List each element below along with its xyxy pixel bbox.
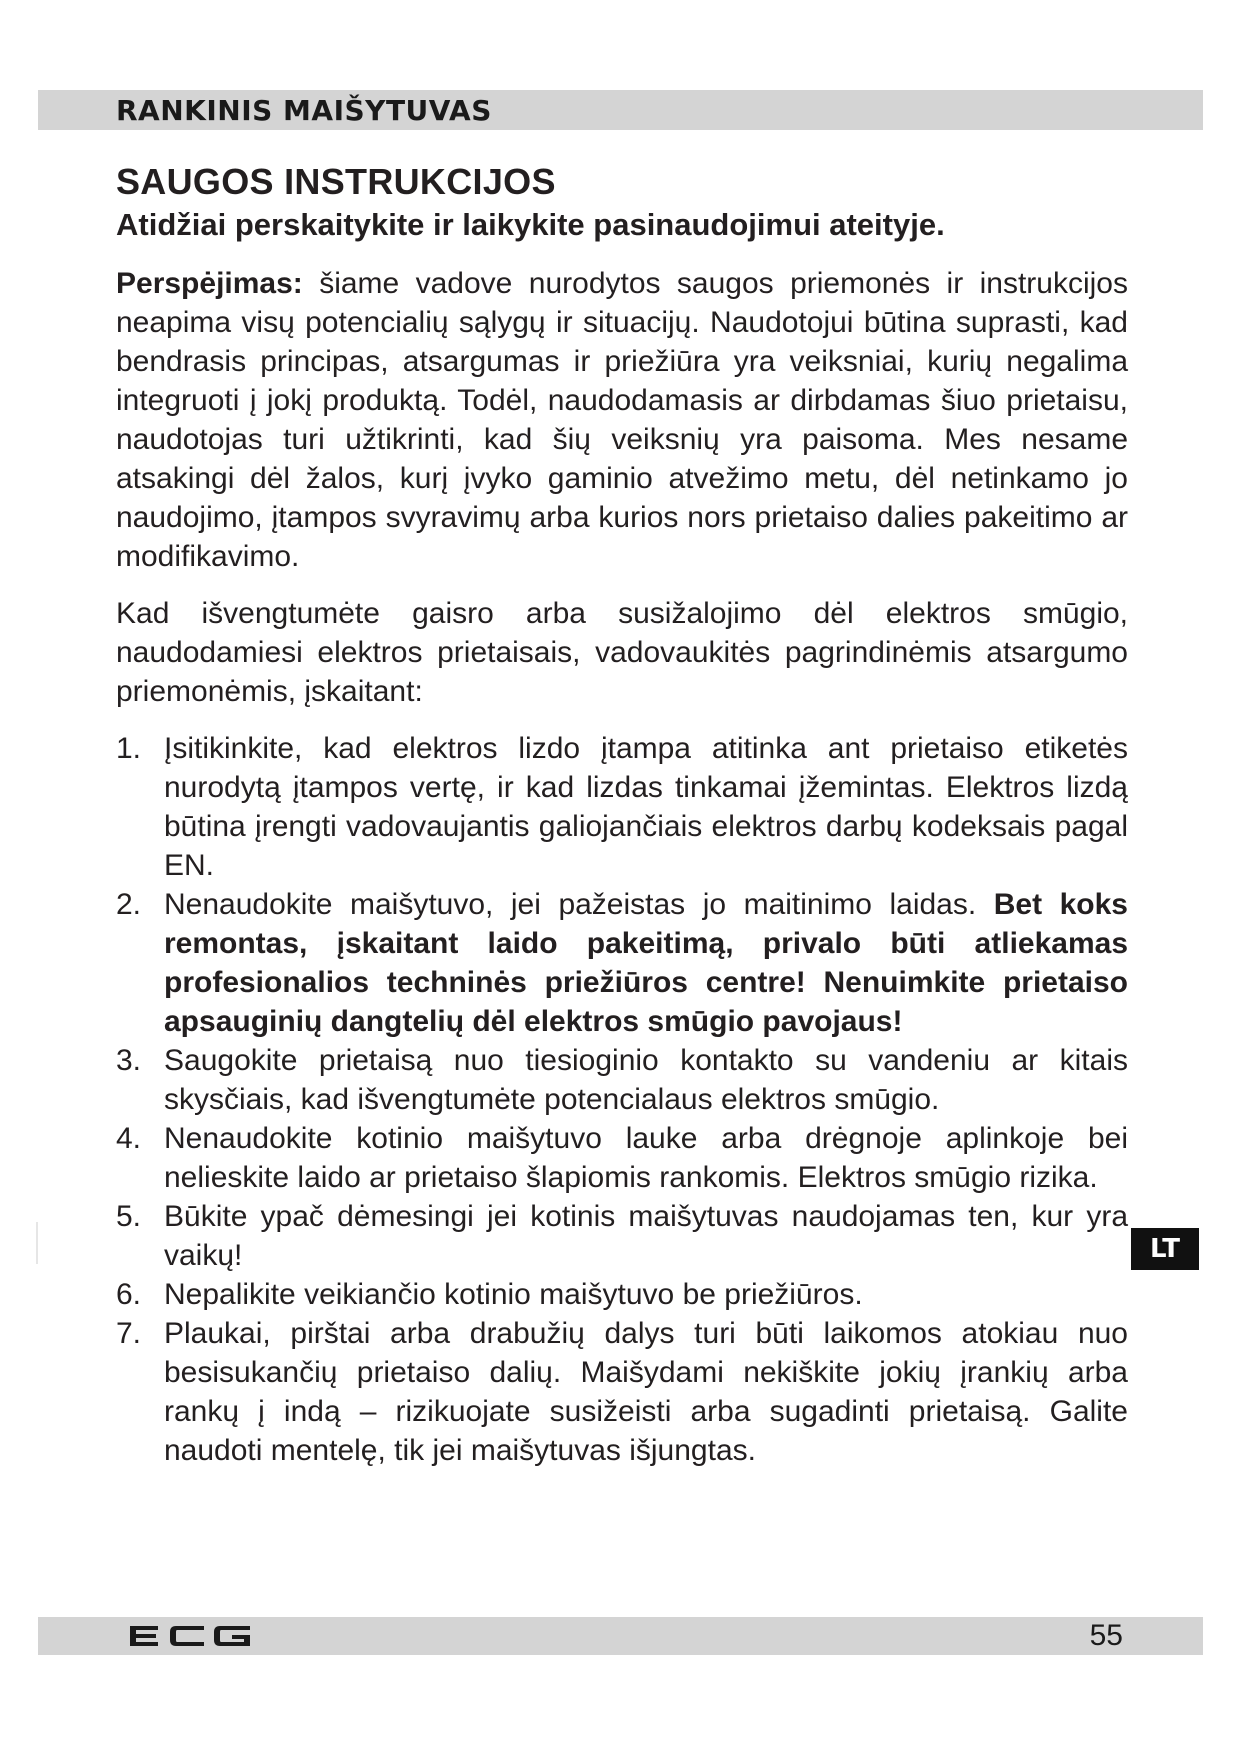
list-item [116, 885, 1128, 1041]
list-item-text: Įsitikinkite, kad elektros lizdo įtampa atitinka ant prietaiso etiketės nurodytą įtampos vertę, ir kad lizdas tinkamai įžemintas. Elektros lizdą būtina įrengti vadovaujantis galiojančiais elektros darbų kodeksais pagal EN. [164, 732, 1128, 882]
list-item-number: 7. [116, 1317, 142, 1350]
list-item [116, 1041, 1128, 1119]
list-item-number: 6. [116, 1278, 142, 1311]
list-item [116, 1314, 1128, 1470]
margin-mark [36, 1222, 38, 1264]
warning-paragraph [116, 264, 1128, 576]
section-subtitle: Atidžiai perskaitykite ir laikykite pasinaudojimui ateityje. [116, 207, 945, 242]
list-item [116, 729, 1128, 885]
list-item [116, 1275, 1128, 1314]
list-item-text: Būkite ypač dėmesingi jei kotinis maišytuvas naudojamas ten, kur yra vaikų! [164, 1200, 1128, 1272]
header-bar [38, 90, 1203, 130]
list-item-number: 5. [116, 1200, 142, 1233]
language-badge: LT [1131, 1228, 1199, 1270]
intro-paragraph: Kad išvengtumėte gaisro arba susižalojimo dėl elektros smūgio, naudodamiesi elektros prietaisais, vadovaukitės pagrindinėmis atsargumo priemonėmis, įskaitant: [116, 597, 1128, 708]
main-content [116, 160, 1128, 1470]
section-title: SAUGOS INSTRUKCIJOS [116, 161, 556, 202]
list-item-number: 2. [116, 888, 142, 921]
safety-rules-list [116, 729, 1128, 1470]
footer-bar [38, 1617, 1203, 1655]
list-item-number: 3. [116, 1044, 142, 1077]
list-item-text: Nepalikite veikiančio kotinio maišytuvo be priežiūros. [164, 1278, 863, 1311]
list-item-number: 1. [116, 732, 142, 765]
ecg-logo [128, 1621, 252, 1651]
list-item-number: 4. [116, 1122, 142, 1155]
page-number: 55 [1089, 1619, 1123, 1652]
list-item-text: Nenaudokite maišytuvo, jei pažeistas jo maitinimo laidas. [164, 888, 994, 921]
list-item [116, 1197, 1128, 1275]
list-item-text: Nenaudokite kotinio maišytuvo lauke arba drėgnoje aplinkoje bei nelieskite laido ar prietaiso šlapiomis rankomis. Elektros smūgio rizika. [164, 1122, 1128, 1194]
list-item-text: Saugokite prietaisą nuo tiesioginio kontakto su vandeniu ar kitais skysčiais, kad išvengtumėte potencialaus elektros smūgio. [164, 1044, 1128, 1116]
header-title: RANKINIS MAIŠYTUVAS [116, 94, 492, 127]
list-item-bold-text: Bet koks remontas, įskaitant laido pakeitimą, privalo būti atliekamas profesionalios techninės priežiūros centre! Nenuimkite prietaiso apsauginių dangtelių dėl elektros smūgio pavojaus! [164, 888, 1128, 1038]
warning-label: Perspėjimas: [116, 267, 303, 300]
warning-text: šiame vadove nurodytos saugos priemonės ir instrukcijos neapima visų potencialių sąlygų ir situacijų. Naudotojui būtina suprasti, kad bendrasis principas, atsargumas ir priežiūra yra veiksniai, kurių negalima integruoti į jokį produktą. Todėl, naudodamasis ar dirbdamas šiuo prietaisu, naudotojas turi užtikrinti, kad šių veiksnių yra paisoma. Mes nesame atsakingi dėl žalos, kurį įvyko gaminio atvežimo metu, dėl netinkamo jo naudojimo, įtampos svyravimų arba kurios nors prietaiso dalies pakeitimo ar modifikavimo. [116, 267, 1128, 573]
list-item [116, 1119, 1128, 1197]
list-item-text: Plaukai, pirštai arba drabužių dalys turi būti laikomos atokiau nuo besisukančių prietaiso dalių. Maišydami nekiškite jokių įrankių arba rankų į indą – rizikuojate susižeisti arba sugadinti prietaisą. Galite naudoti mentelę, tik jei maišytuvas išjungtas. [164, 1317, 1128, 1467]
